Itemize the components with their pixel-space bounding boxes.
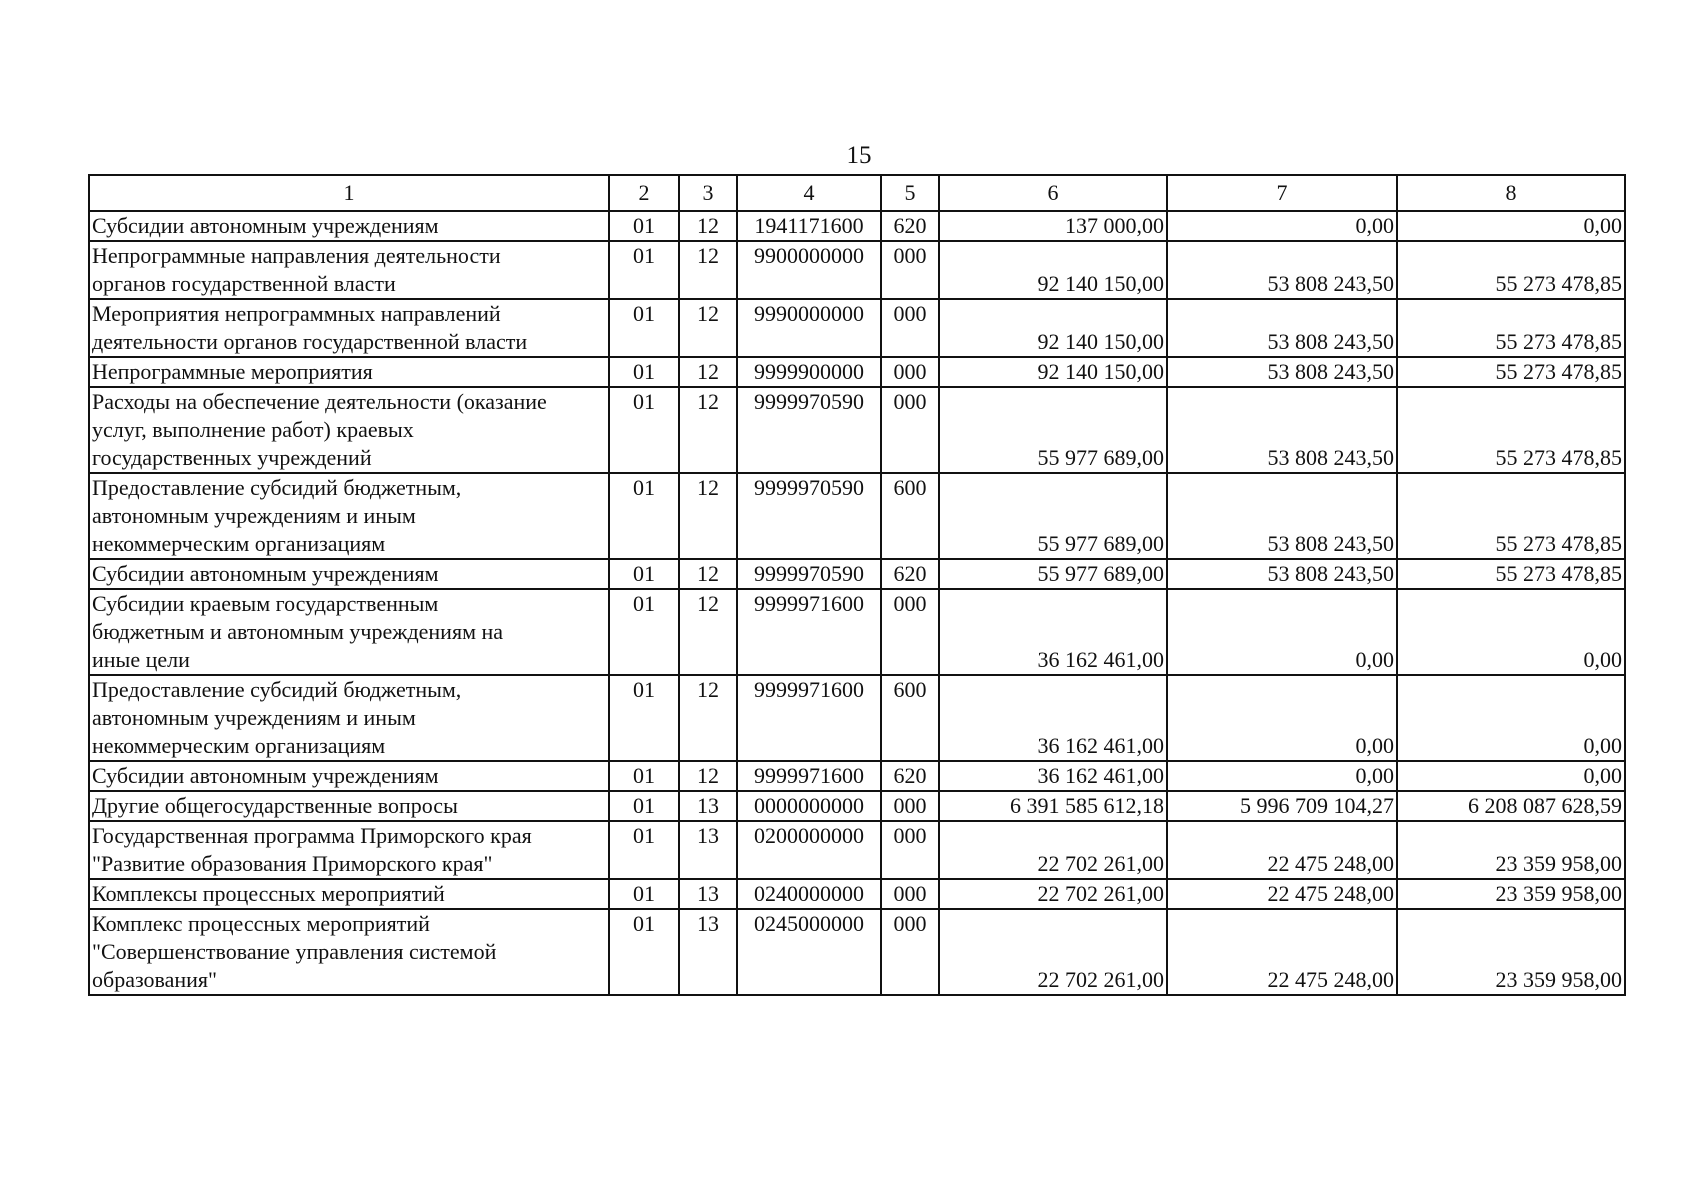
row-name-cell xyxy=(89,909,609,995)
section-code-cell: 01 xyxy=(609,241,679,299)
target-article-cell: 9999900000 xyxy=(737,357,881,387)
row-name-line: Государственная программа Приморского края xyxy=(92,823,532,848)
amount-col7-cell: 22 475 248,00 xyxy=(1167,821,1397,879)
row-name-line: Предоставление субсидий бюджетным, xyxy=(92,475,462,500)
section-code-cell: 01 xyxy=(609,473,679,559)
row-name-line: иные цели xyxy=(92,647,190,672)
row-name-line: Предоставление субсидий бюджетным, xyxy=(92,677,462,702)
table-row xyxy=(89,299,1625,357)
amount-col8-cell: 0,00 xyxy=(1397,211,1625,241)
row-name-line: Субсидии автономным учреждениям xyxy=(92,763,439,788)
amount-col7-cell: 5 996 709 104,27 xyxy=(1167,791,1397,821)
row-name-line: Непрограммные направления деятельности xyxy=(92,243,501,268)
section-code-cell: 01 xyxy=(609,791,679,821)
amount-col6-cell: 22 702 261,00 xyxy=(939,879,1167,909)
subsection-code-cell: 13 xyxy=(679,791,737,821)
amount-col6-cell: 6 391 585 612,18 xyxy=(939,791,1167,821)
row-name-cell xyxy=(89,473,609,559)
amount-col8-cell: 0,00 xyxy=(1397,589,1625,675)
row-name-line: Комплексы процессных мероприятий xyxy=(92,881,445,906)
section-code-cell: 01 xyxy=(609,211,679,241)
section-code-cell: 01 xyxy=(609,675,679,761)
row-name-line: Субсидии автономным учреждениям xyxy=(92,213,439,238)
amount-col7-cell: 53 808 243,50 xyxy=(1167,473,1397,559)
table-row xyxy=(89,559,1625,589)
row-name-cell xyxy=(89,675,609,761)
expense-type-cell: 000 xyxy=(881,791,939,821)
row-name-cell xyxy=(89,761,609,791)
target-article-cell: 9990000000 xyxy=(737,299,881,357)
target-article-cell: 9999971600 xyxy=(737,761,881,791)
section-code-cell: 01 xyxy=(609,299,679,357)
table-row xyxy=(89,387,1625,473)
table-row xyxy=(89,241,1625,299)
table-body xyxy=(89,175,1625,995)
table-row xyxy=(89,879,1625,909)
amount-col6-cell: 22 702 261,00 xyxy=(939,909,1167,995)
expense-type-cell: 620 xyxy=(881,761,939,791)
row-name-line: Расходы на обеспечение деятельности (оказание xyxy=(92,389,547,414)
amount-col6-cell: 36 162 461,00 xyxy=(939,761,1167,791)
header-cell: 2 xyxy=(609,175,679,211)
table-row xyxy=(89,211,1625,241)
table-row xyxy=(89,675,1625,761)
amount-col6-cell: 55 977 689,00 xyxy=(939,559,1167,589)
expense-type-cell: 000 xyxy=(881,387,939,473)
target-article-cell: 9999971600 xyxy=(737,675,881,761)
table-row xyxy=(89,761,1625,791)
row-name-line: "Совершенствование управления системой xyxy=(92,939,497,964)
row-name-cell xyxy=(89,357,609,387)
amount-col6-cell: 92 140 150,00 xyxy=(939,357,1167,387)
row-name-cell xyxy=(89,299,609,357)
expense-type-cell: 000 xyxy=(881,821,939,879)
expense-type-cell: 000 xyxy=(881,589,939,675)
amount-col8-cell: 55 273 478,85 xyxy=(1397,387,1625,473)
amount-col8-cell: 55 273 478,85 xyxy=(1397,357,1625,387)
subsection-code-cell: 12 xyxy=(679,211,737,241)
amount-col7-cell: 53 808 243,50 xyxy=(1167,299,1397,357)
target-article-cell: 9999971600 xyxy=(737,589,881,675)
subsection-code-cell: 12 xyxy=(679,761,737,791)
expense-type-cell: 600 xyxy=(881,473,939,559)
section-code-cell: 01 xyxy=(609,357,679,387)
target-article-cell: 0240000000 xyxy=(737,879,881,909)
amount-col8-cell: 55 273 478,85 xyxy=(1397,241,1625,299)
amount-col6-cell: 22 702 261,00 xyxy=(939,821,1167,879)
amount-col6-cell: 92 140 150,00 xyxy=(939,299,1167,357)
row-name-line: образования" xyxy=(92,967,218,992)
amount-col8-cell: 6 208 087 628,59 xyxy=(1397,791,1625,821)
expense-type-cell: 620 xyxy=(881,559,939,589)
amount-col8-cell: 0,00 xyxy=(1397,761,1625,791)
amount-col6-cell: 55 977 689,00 xyxy=(939,387,1167,473)
header-row xyxy=(89,175,1625,211)
expense-type-cell: 000 xyxy=(881,299,939,357)
row-name-line: деятельности органов государственной власти xyxy=(92,329,528,354)
amount-col7-cell: 22 475 248,00 xyxy=(1167,879,1397,909)
row-name-line: бюджетным и автономным учреждениям на xyxy=(92,619,504,644)
table-row xyxy=(89,589,1625,675)
section-code-cell: 01 xyxy=(609,879,679,909)
target-article-cell: 0200000000 xyxy=(737,821,881,879)
page-number: 15 xyxy=(846,142,872,169)
amount-col6-cell: 92 140 150,00 xyxy=(939,241,1167,299)
row-name-line: услуг, выполнение работ) краевых xyxy=(92,417,414,442)
row-name-line: Непрограммные мероприятия xyxy=(92,359,373,384)
amount-col7-cell: 53 808 243,50 xyxy=(1167,559,1397,589)
section-code-cell: 01 xyxy=(609,761,679,791)
table-row xyxy=(89,909,1625,995)
section-code-cell: 01 xyxy=(609,387,679,473)
subsection-code-cell: 12 xyxy=(679,241,737,299)
amount-col8-cell: 55 273 478,85 xyxy=(1397,299,1625,357)
target-article-cell: 1941171600 xyxy=(737,211,881,241)
amount-col7-cell: 0,00 xyxy=(1167,675,1397,761)
row-name-line: Комплекс процессных мероприятий xyxy=(92,911,430,936)
subsection-code-cell: 12 xyxy=(679,357,737,387)
subsection-code-cell: 12 xyxy=(679,675,737,761)
table-row xyxy=(89,821,1625,879)
expense-type-cell: 000 xyxy=(881,357,939,387)
row-name-line: "Развитие образования Приморского края" xyxy=(92,851,493,876)
header-cell: 8 xyxy=(1397,175,1625,211)
expense-type-cell: 000 xyxy=(881,241,939,299)
header-cell: 7 xyxy=(1167,175,1397,211)
target-article-cell: 9999970590 xyxy=(737,387,881,473)
amount-col6-cell: 36 162 461,00 xyxy=(939,589,1167,675)
row-name-cell xyxy=(89,821,609,879)
expense-type-cell: 000 xyxy=(881,879,939,909)
row-name-line: государственных учреждений xyxy=(92,445,372,470)
header-cell: 3 xyxy=(679,175,737,211)
subsection-code-cell: 12 xyxy=(679,473,737,559)
table-row xyxy=(89,357,1625,387)
section-code-cell: 01 xyxy=(609,589,679,675)
target-article-cell: 9999970590 xyxy=(737,559,881,589)
header-cell: 4 xyxy=(737,175,881,211)
amount-col7-cell: 0,00 xyxy=(1167,589,1397,675)
amount-col8-cell: 55 273 478,85 xyxy=(1397,559,1625,589)
row-name-cell xyxy=(89,559,609,589)
row-name-line: некоммерческим организациям xyxy=(92,733,386,758)
subsection-code-cell: 12 xyxy=(679,559,737,589)
subsection-code-cell: 13 xyxy=(679,909,737,995)
expense-type-cell: 620 xyxy=(881,211,939,241)
expense-type-cell: 000 xyxy=(881,909,939,995)
table-row xyxy=(89,473,1625,559)
amount-col8-cell: 55 273 478,85 xyxy=(1397,473,1625,559)
amount-col8-cell: 23 359 958,00 xyxy=(1397,879,1625,909)
row-name-cell xyxy=(89,879,609,909)
amount-col7-cell: 22 475 248,00 xyxy=(1167,909,1397,995)
row-name-cell xyxy=(89,589,609,675)
section-code-cell: 01 xyxy=(609,559,679,589)
section-code-cell: 01 xyxy=(609,909,679,995)
amount-col6-cell: 55 977 689,00 xyxy=(939,473,1167,559)
amount-col7-cell: 0,00 xyxy=(1167,761,1397,791)
target-article-cell: 0245000000 xyxy=(737,909,881,995)
row-name-line: Субсидии автономным учреждениям xyxy=(92,561,439,586)
row-name-cell xyxy=(89,211,609,241)
row-name-line: автономным учреждениям и иным xyxy=(92,503,416,528)
target-article-cell: 9900000000 xyxy=(737,241,881,299)
amount-col7-cell: 0,00 xyxy=(1167,211,1397,241)
row-name-cell xyxy=(89,241,609,299)
row-name-line: Субсидии краевым государственным xyxy=(92,591,439,616)
row-name-line: некоммерческим организациям xyxy=(92,531,386,556)
subsection-code-cell: 12 xyxy=(679,589,737,675)
row-name-line: Другие общегосударственные вопросы xyxy=(92,793,458,818)
row-name-line: органов государственной власти xyxy=(92,271,396,296)
amount-col7-cell: 53 808 243,50 xyxy=(1167,241,1397,299)
amount-col6-cell: 36 162 461,00 xyxy=(939,675,1167,761)
target-article-cell: 0000000000 xyxy=(737,791,881,821)
amount-col7-cell: 53 808 243,50 xyxy=(1167,357,1397,387)
amount-col6-cell: 137 000,00 xyxy=(939,211,1167,241)
header-cell: 1 xyxy=(89,175,609,211)
section-code-cell: 01 xyxy=(609,821,679,879)
expense-type-cell: 600 xyxy=(881,675,939,761)
row-name-cell xyxy=(89,387,609,473)
subsection-code-cell: 13 xyxy=(679,821,737,879)
amount-col8-cell: 23 359 958,00 xyxy=(1397,821,1625,879)
amount-col8-cell: 0,00 xyxy=(1397,675,1625,761)
row-name-line: автономным учреждениям и иным xyxy=(92,705,416,730)
subsection-code-cell: 13 xyxy=(679,879,737,909)
amount-col7-cell: 53 808 243,50 xyxy=(1167,387,1397,473)
amount-col8-cell: 23 359 958,00 xyxy=(1397,909,1625,995)
header-cell: 6 xyxy=(939,175,1167,211)
target-article-cell: 9999970590 xyxy=(737,473,881,559)
subsection-code-cell: 12 xyxy=(679,299,737,357)
row-name-cell xyxy=(89,791,609,821)
header-cell: 5 xyxy=(881,175,939,211)
subsection-code-cell: 12 xyxy=(679,387,737,473)
row-name-line: Мероприятия непрограммных направлений xyxy=(92,301,501,326)
table-row xyxy=(89,791,1625,821)
budget-table xyxy=(88,174,1626,996)
